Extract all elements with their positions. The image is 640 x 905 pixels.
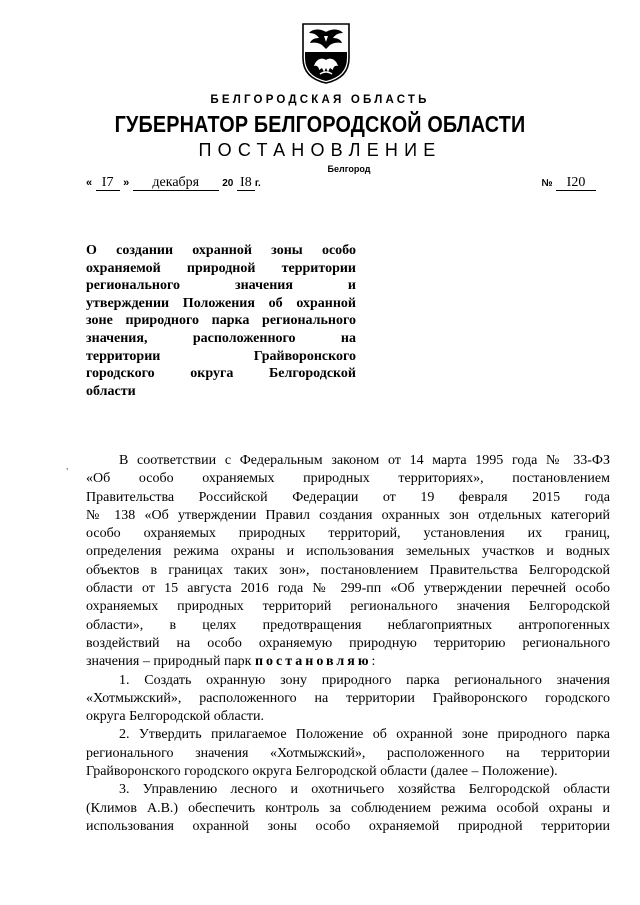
- title-line: утверждении Положения об охранной: [86, 295, 356, 311]
- body-line: определения режима охраны и использования земельных участков и водных: [86, 544, 610, 560]
- body-line: значения – природный парк: [86, 654, 252, 670]
- body-line: использования охранной зоны особо охраняемой природной территории: [86, 818, 610, 834]
- resolve-colon: :: [371, 654, 376, 670]
- body-line: В соответствии с Федеральным законом от 14 марта 1995 года № 33-ФЗ: [119, 453, 610, 468]
- date-year-suffix: I8: [237, 176, 255, 191]
- document-type-heading: ПОСТАНОВЛЕНИЕ: [198, 140, 442, 160]
- body-line: охраняемых природных территорий регионального значения Белгородской: [86, 599, 610, 615]
- body-line: особо охраняемых природных территорий, установления их границ,: [86, 526, 610, 542]
- authority-heading: ГУБЕРНАТОР БЕЛГОРОДСКОЙ ОБЛАСТИ: [114, 111, 526, 137]
- margin-mark: ‚: [66, 461, 69, 472]
- body-line: округа Белгородской области.: [86, 709, 265, 725]
- number-label: №: [541, 178, 553, 189]
- date-month: декабря: [133, 176, 219, 191]
- title-line: зоне природного парка регионального: [86, 313, 356, 329]
- title-line: регионального значения и: [86, 278, 356, 294]
- body-line-resolve: [86, 653, 610, 671]
- date-open-quote: «: [86, 177, 93, 189]
- number-value: I20: [556, 176, 596, 191]
- body-line: Грайворонского городского округа Белгородской области (далее – Положение).: [86, 764, 558, 780]
- body-line: № 138 «Об утверждении Правил создания охранных зон отдельных категорий: [86, 507, 610, 523]
- title-line: охраняемой природной территории: [86, 260, 356, 276]
- title-line: области: [86, 383, 136, 399]
- document-title: [86, 242, 356, 400]
- coat-of-arms-emblem: [300, 22, 352, 84]
- title-line: значения, расположенного на: [86, 330, 356, 346]
- city-label: Белгород: [327, 164, 371, 174]
- body-line: «Об особо охраняемых природных территориях», постановлением: [86, 471, 610, 487]
- body-line: 3. Управлению лесного и охотничьего хозяйства Белгородской области: [119, 782, 610, 798]
- document-body: [86, 452, 610, 836]
- body-line: воздействий на особо охраняемую природную территорию регионального: [86, 635, 610, 651]
- title-line: О создании охранной зоны особо: [86, 243, 356, 258]
- document-date: [86, 175, 261, 191]
- body-line: области от 15 августа 2016 года № 299-пп «Об утверждении перечней особо: [86, 581, 610, 597]
- body-line: «Хотмыжский», расположенного на территории Грайворонского городского: [86, 690, 610, 706]
- body-line: регионального значения «Хотмыжский», расположенного на территории: [86, 745, 610, 761]
- body-line: объектов в границах таких зон», постановлением Правительства Белгородской: [86, 562, 610, 578]
- title-line: городского округа Белгородской: [86, 366, 356, 382]
- date-year-mark: г.: [254, 178, 261, 189]
- date-number-row: [86, 175, 606, 197]
- resolve-word: постановляю: [254, 654, 372, 670]
- body-line: (Климов А.В.) обеспечить контроль за соблюдением режима особой охраны и: [86, 800, 610, 816]
- body-line: Правительства Российской Федерации от 19 февраля 2015 года: [86, 489, 610, 505]
- body-line: 2. Утвердить прилагаемое Положение об охранной зоне природного парка: [119, 727, 610, 743]
- date-year-prefix: 20: [222, 178, 234, 189]
- date-close-quote: »: [123, 177, 130, 189]
- title-line: территории Грайворонского: [86, 348, 356, 364]
- body-line: 1. Создать охранную зону природного парка регионального значения: [119, 672, 610, 688]
- body-line: области», в целях предотвращения неблагоприятных антропогенных: [86, 617, 610, 633]
- region-heading: БЕЛГОРОДСКАЯ ОБЛАСТЬ: [210, 94, 430, 106]
- date-day: I7: [96, 176, 120, 191]
- document-number: [541, 175, 596, 191]
